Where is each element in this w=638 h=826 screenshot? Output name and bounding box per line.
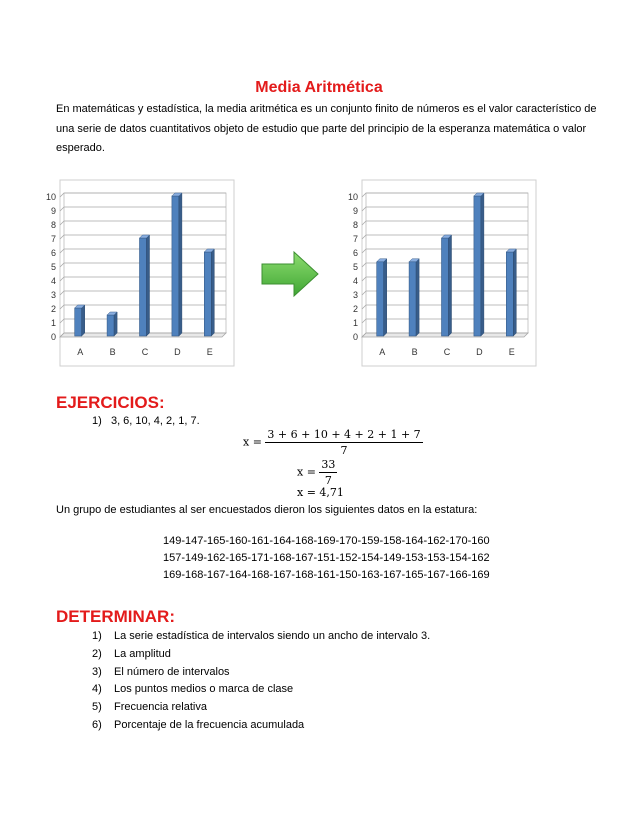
chart-mean-y-tick-label: 4 bbox=[352, 276, 358, 286]
chart-mean-y-tick-label: 5 bbox=[352, 262, 358, 272]
chart-mean-bar-side bbox=[481, 193, 484, 336]
formula-sum-denominator: 7 bbox=[340, 444, 348, 457]
chart-original-y-tick-label: 3 bbox=[50, 290, 56, 300]
intro-line: esperado. bbox=[56, 142, 105, 154]
chart-original-gridline-diag bbox=[60, 277, 64, 281]
chart-mean-y-tick-label: 8 bbox=[352, 220, 358, 230]
chart-original-gridline-diag bbox=[60, 263, 64, 267]
chart-mean-x-tick-label: E bbox=[508, 347, 515, 357]
intro-line: En matemáticas y estadística, la media aritmética es un conjunto finito de números es el valor característico de bbox=[56, 103, 597, 115]
chart-original-gridline-diag bbox=[60, 291, 64, 295]
data-line: 149-147-165-160-161-164-168-169-170-159-158-164-162-170-160 bbox=[163, 535, 490, 547]
formula-result: x = 4,71 bbox=[297, 486, 344, 499]
chart-mean-bar-side bbox=[449, 235, 452, 336]
formula-sum-lhs: x = bbox=[243, 435, 262, 449]
chart-mean-y-tick-label: 2 bbox=[352, 304, 358, 314]
chart-original-bar-side bbox=[147, 235, 150, 336]
chart-mean-y-tick-label: 9 bbox=[352, 206, 358, 216]
chart-original-x-tick-label: A bbox=[77, 347, 84, 357]
chart-mean-bar-side bbox=[416, 259, 419, 336]
chart-mean-x-tick-label: D bbox=[476, 347, 483, 357]
exercise-item bbox=[92, 415, 200, 427]
bar-chart-original bbox=[38, 176, 238, 370]
chart-mean-bar bbox=[506, 252, 513, 336]
chart-mean-bar bbox=[377, 262, 384, 336]
chart-mean-gridline-diag bbox=[362, 207, 366, 211]
chart-original-x-tick-label: D bbox=[174, 347, 181, 357]
chart-mean-x-tick-label: C bbox=[443, 347, 451, 357]
chart-mean-bar bbox=[409, 262, 416, 336]
formula-quotient bbox=[297, 458, 337, 487]
chart-original-gridline-diag bbox=[60, 305, 64, 309]
page-title: Media Aritmética bbox=[255, 79, 383, 96]
chart-mean-bar-side bbox=[384, 259, 387, 336]
chart-original-y-tick-label: 5 bbox=[50, 262, 56, 272]
chart-mean-y-tick-label: 6 bbox=[352, 248, 358, 258]
data-line: 157-149-162-165-171-168-167-151-152-154-149-153-153-154-162 bbox=[163, 552, 490, 564]
bar-chart-mean bbox=[340, 176, 540, 370]
chart-original-y-tick-label: 10 bbox=[45, 192, 56, 202]
chart-original-bar bbox=[107, 315, 114, 336]
intro-paragraph bbox=[56, 100, 596, 159]
chart-original-y-tick-label: 4 bbox=[50, 276, 56, 286]
list-item: 6) Porcentaje de la frecuencia acumulada bbox=[92, 718, 305, 731]
chart-original-y-tick-label: 2 bbox=[50, 304, 56, 314]
formula-quotient-lhs: x = bbox=[297, 465, 316, 479]
chart-original-bar bbox=[172, 196, 179, 336]
determinar-heading: DETERMINAR: bbox=[56, 607, 175, 626]
chart-original-x-tick-label: B bbox=[109, 347, 116, 357]
chart-mean-y-tick-label: 7 bbox=[352, 234, 358, 244]
chart-mean-gridline-diag bbox=[362, 319, 366, 323]
chart-mean-gridline-diag bbox=[362, 291, 366, 295]
formula-quotient-numerator: 33 bbox=[321, 458, 336, 471]
formula-quotient-denominator: 7 bbox=[324, 474, 332, 487]
chart-original-bar bbox=[140, 238, 147, 336]
formula-sum bbox=[243, 428, 423, 457]
chart-mean-y-tick-label: 10 bbox=[347, 192, 358, 202]
data-line: 169-168-167-164-168-167-168-161-150-163-167-165-167-166-169 bbox=[163, 569, 490, 581]
chart-original-y-tick-label: 7 bbox=[50, 234, 56, 244]
chart-original-y-tick-label: 9 bbox=[50, 206, 56, 216]
chart-original-x-tick-label: E bbox=[206, 347, 213, 357]
list-item: 2) La amplitud bbox=[92, 647, 171, 660]
formula-sum-numerator: 3 + 6 + 10 + 4 + 2 + 1 + 7 bbox=[267, 428, 421, 441]
chart-original-bar bbox=[204, 252, 211, 336]
chart-mean-bar bbox=[442, 238, 449, 336]
chart-original-bar-side bbox=[114, 312, 117, 336]
arrow-right-icon bbox=[258, 249, 322, 304]
chart-mean-x-tick-label: B bbox=[411, 347, 418, 357]
list-item: 4) Los puntos medios o marca de clase bbox=[92, 683, 294, 696]
chart-original-bar-side bbox=[82, 305, 85, 336]
determinar-list bbox=[92, 630, 430, 737]
exercise-values: 3, 6, 10, 4, 2, 1, 7. bbox=[110, 415, 200, 427]
exercise-number: 1) bbox=[92, 415, 102, 427]
chart-original-gridline-diag bbox=[60, 193, 64, 197]
chart-original-bar bbox=[75, 308, 82, 336]
bar-chart-original-svg bbox=[38, 176, 238, 370]
chart-original-gridline-diag bbox=[60, 235, 64, 239]
chart-mean-y-tick-label: 3 bbox=[352, 290, 358, 300]
chart-original-gridline-diag bbox=[60, 207, 64, 211]
chart-original-y-tick-label: 8 bbox=[50, 220, 56, 230]
chart-original-y-tick-label: 6 bbox=[50, 248, 56, 258]
chart-original-gridline-diag bbox=[60, 319, 64, 323]
chart-original-gridline-diag bbox=[60, 221, 64, 225]
chart-original-y-tick-label: 0 bbox=[50, 332, 56, 342]
chart-original-x-tick-label: C bbox=[141, 347, 149, 357]
data-intro-paragraph: Un grupo de estudiantes al ser encuestados dieron los siguientes datos en la estatura: bbox=[56, 504, 478, 516]
ejercicios-heading: EJERCICIOS: bbox=[56, 393, 165, 412]
chart-mean-bar-side bbox=[513, 249, 516, 336]
chart-original-bar-side bbox=[179, 193, 182, 336]
chart-mean-gridline-diag bbox=[362, 263, 366, 267]
chart-original-bar-side bbox=[211, 249, 214, 336]
chart-mean-gridline-diag bbox=[362, 235, 366, 239]
chart-mean-gridline-diag bbox=[362, 277, 366, 281]
chart-mean-x-tick-label: A bbox=[379, 347, 386, 357]
chart-mean-bar bbox=[474, 196, 481, 336]
chart-mean-gridline-diag bbox=[362, 249, 366, 253]
chart-mean-gridline-diag bbox=[362, 221, 366, 225]
list-item: 3) El número de intervalos bbox=[92, 665, 230, 678]
chart-mean-gridline-diag bbox=[362, 305, 366, 309]
chart-original-gridline-diag bbox=[60, 249, 64, 253]
chart-mean-y-tick-label: 0 bbox=[352, 332, 358, 342]
chart-mean-gridline-diag bbox=[362, 193, 366, 197]
chart-mean-y-tick-label: 1 bbox=[352, 318, 358, 328]
list-item: 5) Frecuencia relativa bbox=[92, 701, 207, 714]
bar-chart-mean-svg bbox=[340, 176, 540, 370]
chart-original-y-tick-label: 1 bbox=[50, 318, 56, 328]
intro-line: una serie de datos cuantitativos objeto de estudio que parte del principio de la esperanza matemática o valor bbox=[56, 122, 587, 135]
list-item: 1) La serie estadística de intervalos siendo un ancho de intervalo 3. bbox=[92, 630, 431, 642]
